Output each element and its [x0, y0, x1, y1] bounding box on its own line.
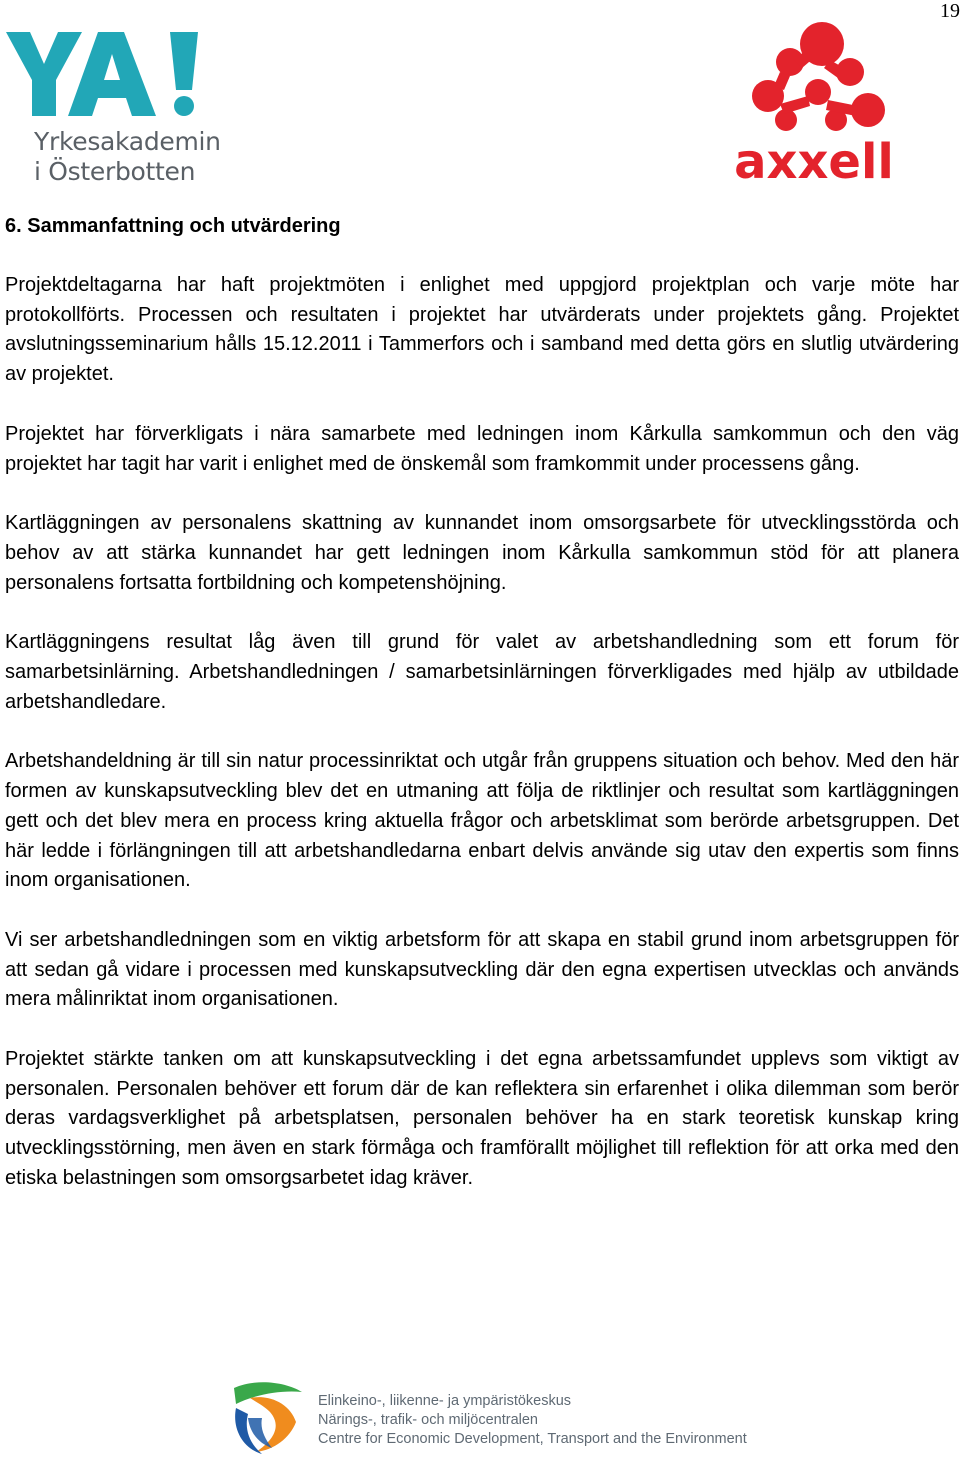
- document-body: [5, 212, 959, 1224]
- ely-logo-line2: Närings-, trafik- och miljöcentralen: [318, 1412, 538, 1428]
- paragraph: Vi ser arbetshandledningen som en viktig arbetsform för att skapa en stabil grund inom arbetsgruppen för att sedan gå vidare i processen med kunskapsutveckling där den egna expertisen utvecklas och används mera målinriktat inom organisationen.: [5, 928, 959, 1011]
- axxell-logo-wordmark: axxell: [734, 134, 894, 190]
- yrkesakademin-logo: [6, 28, 221, 186]
- axxell-logo-mark: [718, 20, 910, 136]
- paragraph: Arbetshandeldning är till sin natur processinriktat och utgår från gruppens situation och behov. Med den här formen av kunskapsutveckling blev det en utmaning att följa de riktlinjer och resultat som kartläggningen gett och det blev mera en process kring aktuella frågor och arbetsklimat som berörde arbetsgruppen. Det här ledde i förlängningen till att arbetshandledarna enbart delvis använde sig utav den expertis som finns inom organisationen.: [5, 750, 959, 892]
- ely-logo-mark: [230, 1378, 306, 1456]
- ely-logo-line3: Centre for Economic Development, Transport and the Environment: [318, 1431, 747, 1447]
- paragraph: Kartläggningen av personalens skattning av kunnandet inom omsorgsarbete för utvecklingsstörda och behov av att stärka kunnandet har gett ledningen inom Kårkulla samkommun stöd för att planera personalens fortsatta fortbildning och kompetenshöjning.: [5, 512, 959, 594]
- paragraph: Projektet stärkte tanken om att kunskapsutveckling i det egna arbetssamfundet upplevs som viktigt av personalen. Personalen behöver ett forum där de kan reflektera sin erfarenhet i olika dilemman som berör deras vardagsverklighet på arbetsplatsen, personalen behöver ha en stark teoretisk kunskap kring utvecklingsstörning, men även en stark förmåga och framförallt möjlighet till reflektion för att orka med den etiska belastningen som omsorgsarbetet idag kräver.: [5, 1048, 959, 1189]
- ely-logo-text: [318, 1392, 747, 1449]
- paragraph: Projektdeltagarna har haft projektmöten i enlighet med uppgjord projektplan och varje möte har protokollförts. Processen och resultaten i projektet har utvärderats under projektets gång. Projektet avslutningsseminarium hålls 15.12.2011 i Tammerfors och i samband med detta görs en slutlig utvärdering av projektet.: [5, 274, 959, 386]
- page-number: 19: [940, 0, 960, 22]
- paragraph: Kartläggningens resultat låg även till grund för valet av arbetshandledning som ett forum för samarbetsinlärning. Arbetshandledningen / samarbetsinlärningen förverkligades med hjälp av utbildade arbetshandledare.: [5, 631, 959, 713]
- axxell-logo: [718, 20, 910, 190]
- paragraph: Projektet har förverkligats i nära samarbete med ledningen inom Kårkulla samkommun och den väg projektet har tagit har varit i enlighet med de önskemål som framkommit under processens gång.: [5, 422, 959, 475]
- section-title: 6. Sammanfattning och utvärdering: [5, 215, 341, 237]
- ya-logo-line2: i Österbotten: [34, 157, 196, 186]
- ely-centre-logo: [230, 1378, 747, 1456]
- ely-logo-line1: Elinkeino-, liikenne- ja ympäristökeskus: [318, 1393, 572, 1409]
- ya-logo-mark: [6, 28, 202, 120]
- ya-logo-line1: Yrkesakademin: [34, 127, 221, 156]
